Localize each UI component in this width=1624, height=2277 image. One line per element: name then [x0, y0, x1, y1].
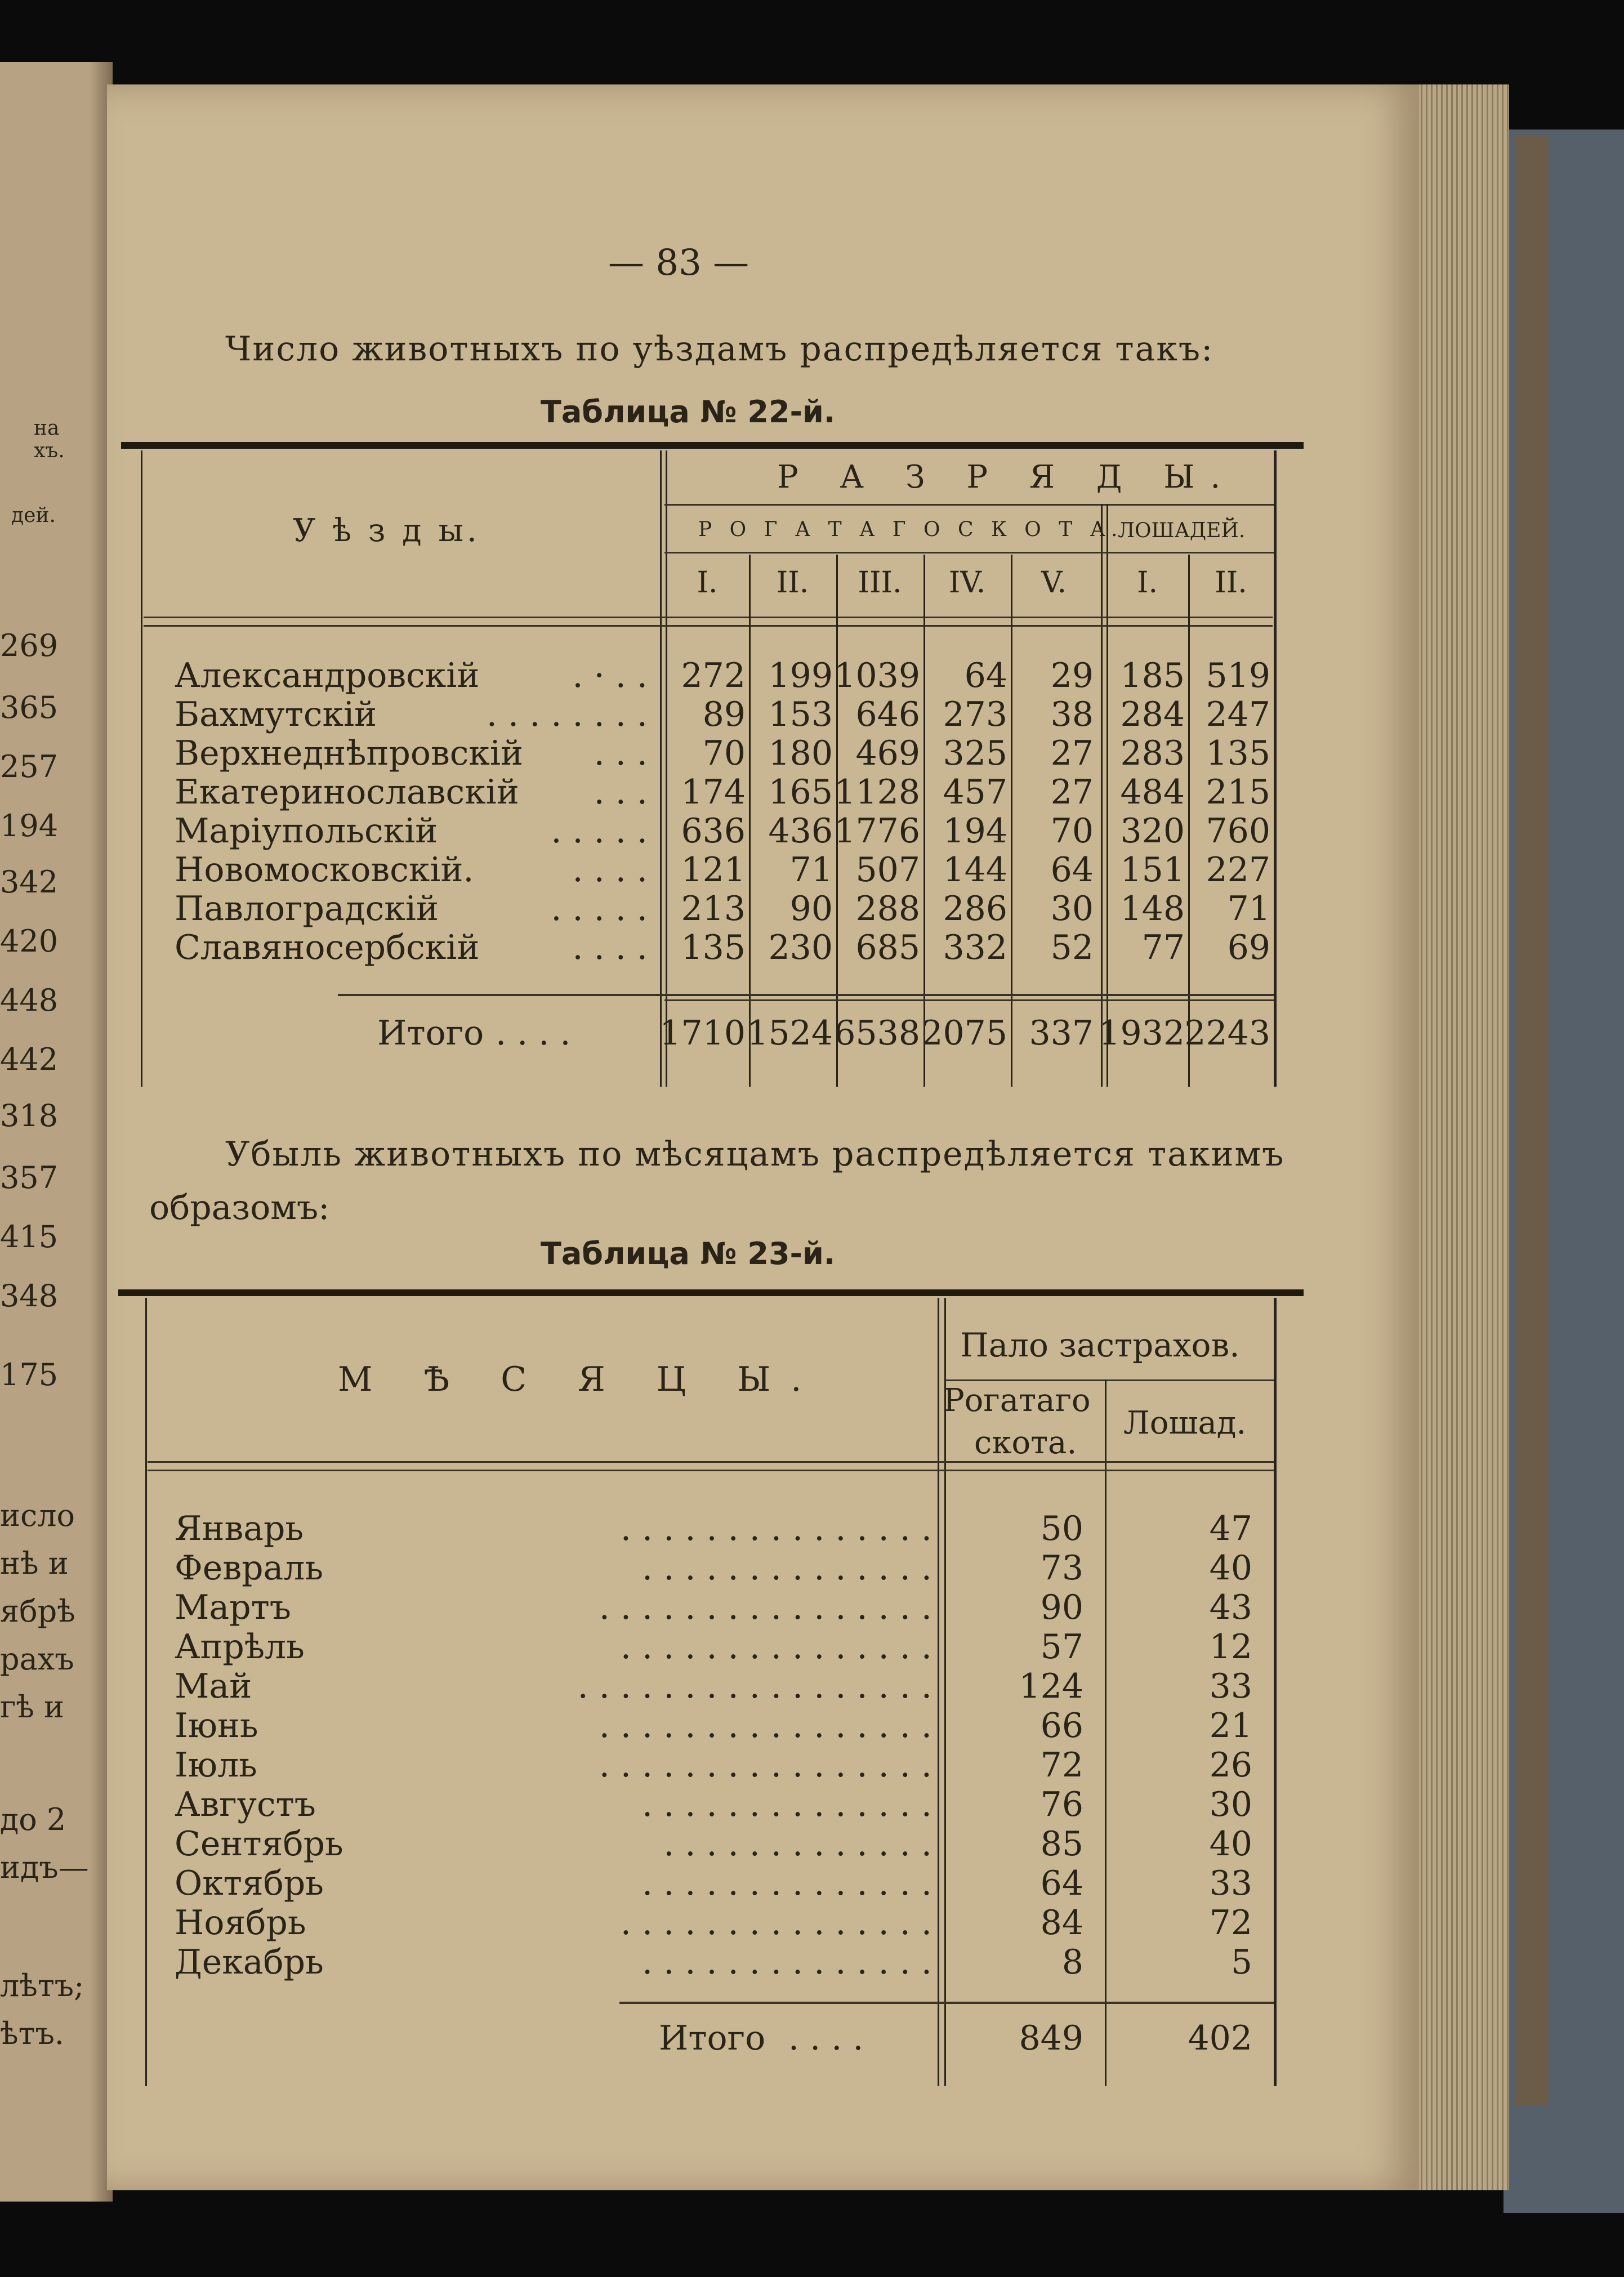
district-name: Александровскій	[175, 656, 480, 695]
left-fragment: до 2	[0, 1802, 66, 1837]
month-name: Апрѣль	[175, 1627, 305, 1667]
table-cell: 247	[1206, 695, 1270, 734]
table-cell: 71	[789, 850, 833, 890]
horse-deaths: 21	[1209, 1706, 1252, 1745]
total-cell: 1710	[659, 1014, 746, 1053]
table-cell: 215	[1206, 773, 1270, 812]
district-name: Екатеринославскій	[175, 773, 519, 812]
table-cell: 144	[943, 850, 1007, 890]
rank-subheader: IV.	[948, 566, 986, 600]
book-cover	[1503, 130, 1624, 2213]
table-23-total-cattle: 849	[1019, 2019, 1083, 2058]
month-name: Іюль	[175, 1745, 257, 1785]
leader-dots: . . . .	[572, 928, 648, 967]
left-fragment: 420	[0, 923, 59, 959]
loshadey-header: ЛОШАДЕЙ.	[1118, 519, 1246, 542]
left-fragment: ябрѣ	[0, 1593, 75, 1629]
table-cell: 760	[1206, 811, 1270, 851]
table-cell: 70	[1050, 811, 1094, 851]
months-header: М Ѣ С Я Ц Ы.	[338, 1360, 822, 1399]
table-cell: 507	[855, 850, 920, 890]
leader-dots: . . . . . . . . . . . . . . . .	[599, 1706, 932, 1745]
left-fragment: 442	[0, 1042, 59, 1077]
left-fragment: 175	[0, 1357, 59, 1392]
left-fragment: на	[34, 417, 60, 440]
total-cell: 6538	[834, 1014, 920, 1053]
table-23-caption: Таблица № 23-й.	[541, 1236, 836, 1271]
table-cell: 71	[1227, 889, 1270, 928]
table-cell: 151	[1120, 850, 1185, 890]
table-cell: 332	[943, 928, 1007, 967]
table-cell: 30	[1050, 889, 1094, 928]
leader-dots: . . . . . . . . . . . . . .	[642, 1548, 932, 1588]
leader-dots: . . . . . . . . . . . . . . .	[620, 1509, 932, 1548]
left-fragment: лѣтъ;	[0, 1968, 84, 2003]
horse-deaths: 72	[1209, 1903, 1252, 1943]
horse-deaths: 40	[1209, 1548, 1252, 1588]
leader-dots: . . . . . . . . . . . . . . .	[620, 1627, 932, 1667]
table-23-total-dots: . . . .	[788, 2019, 864, 2058]
cattle-deaths: 57	[1040, 1627, 1083, 1667]
column-divider	[1188, 555, 1190, 1087]
district-name: Славяносербскій	[175, 928, 480, 967]
rogatago-skota-header: Рогатаго	[943, 1382, 1091, 1419]
leader-dots: . · . .	[572, 656, 648, 695]
horse-deaths: 26	[1209, 1745, 1252, 1785]
month-name: Октябрь	[175, 1864, 324, 1903]
total-cell: 337	[1029, 1014, 1094, 1053]
horse-deaths: 5	[1230, 1943, 1252, 1982]
horse-deaths: 12	[1209, 1627, 1252, 1667]
table-cell: 320	[1120, 811, 1185, 851]
table-cell: 286	[943, 889, 1007, 928]
total-cell: 1524	[747, 1014, 833, 1053]
cattle-deaths: 73	[1040, 1548, 1083, 1588]
total-cell: 2243	[1184, 1014, 1270, 1053]
cattle-deaths: 72	[1040, 1745, 1083, 1785]
table-cell: 636	[681, 811, 746, 851]
rank-subheader: V.	[1041, 566, 1067, 600]
leader-dots: . . .	[594, 734, 648, 773]
table-23-total-horses: 402	[1188, 2019, 1252, 2058]
horse-deaths: 30	[1209, 1785, 1252, 1824]
table-cell: 27	[1050, 773, 1094, 812]
table-cell: 288	[855, 889, 920, 928]
table-cell: 27	[1050, 734, 1094, 773]
left-fragment: ѣтъ.	[0, 2016, 64, 2051]
leader-dots: . . . . .	[551, 889, 648, 928]
left-fragment: 257	[0, 749, 59, 784]
palo-header: Пало застрахов.	[960, 1326, 1240, 1364]
horse-deaths: 33	[1209, 1864, 1252, 1903]
table-cell: 283	[1120, 734, 1185, 773]
leader-dots: . . . . .	[551, 811, 648, 851]
table-cell: 89	[702, 695, 746, 734]
column-divider	[749, 555, 751, 1087]
rank-subheader: I.	[1136, 566, 1158, 600]
leader-dots: . . . . . . . .	[486, 695, 648, 734]
rogatago-skota-header-2: скота.	[974, 1425, 1077, 1461]
table-cell: 484	[1120, 773, 1185, 812]
month-name: Сентябрь	[175, 1824, 343, 1864]
table-cell: 213	[681, 889, 746, 928]
table-cell: 227	[1206, 850, 1270, 890]
total-cell: 2075	[921, 1014, 1007, 1053]
left-fragment: 318	[0, 1098, 59, 1133]
razryady-header: Р А З Р Я Д Ы.	[777, 459, 1237, 495]
table-22-caption: Таблица № 22-й.	[541, 394, 836, 430]
table-cell: 69	[1227, 928, 1270, 967]
page-number: — 83 —	[608, 242, 749, 284]
table-cell: 469	[855, 734, 920, 773]
leader-dots: . . . . . . . . . . . . . .	[642, 1785, 932, 1824]
intro-paragraph-23: Убыль животныхъ по мѣсяцамъ распредѣляется такимъ	[225, 1135, 1285, 1174]
left-fragment: исло	[0, 1498, 75, 1533]
cattle-deaths: 124	[1019, 1667, 1083, 1706]
horse-deaths: 33	[1209, 1667, 1252, 1706]
table-cell: 180	[768, 734, 833, 773]
rogatago-header: Р О Г А Т А Г О С К О Т А.	[698, 518, 1123, 541]
table-cell: 436	[768, 811, 833, 851]
table-cell: 685	[855, 928, 920, 967]
month-name: Январь	[175, 1509, 304, 1548]
horse-deaths: 43	[1209, 1588, 1252, 1627]
left-fragment: 448	[0, 983, 59, 1018]
table-cell: 165	[768, 773, 833, 812]
table-cell: 646	[855, 695, 920, 734]
cattle-deaths: 85	[1040, 1824, 1083, 1864]
table-cell: 1039	[834, 656, 920, 695]
district-name: Бахмутскій	[175, 695, 377, 734]
table-cell: 64	[964, 656, 1007, 695]
left-fragment: 365	[0, 690, 59, 725]
leader-dots: . . . .	[572, 850, 648, 890]
table-23-total-label: Итого	[659, 2019, 766, 2058]
left-fragment: 415	[0, 1219, 59, 1254]
left-fragment: хъ.	[34, 439, 65, 462]
table-22-total-dots: . . . .	[496, 1014, 571, 1053]
cattle-deaths: 64	[1040, 1864, 1083, 1903]
table-22-total-label: Итого	[377, 1014, 484, 1053]
table-cell: 153	[768, 695, 833, 734]
left-fragment: 194	[0, 808, 59, 843]
table-cell: 273	[943, 695, 1007, 734]
cattle-deaths: 8	[1061, 1943, 1083, 1982]
column-divider	[923, 555, 925, 1087]
leader-dots: . . . . . . . . . . . . . .	[642, 1864, 932, 1903]
total-cell: 1932	[1099, 1014, 1185, 1053]
horse-deaths: 40	[1209, 1824, 1252, 1864]
month-name: Ноябрь	[175, 1903, 306, 1943]
intro-paragraph-22: Число животныхъ по уѣздамъ распредѣляется такъ:	[225, 329, 1214, 369]
leader-dots: . . . . . . . . . . . . . .	[642, 1943, 932, 1982]
intro-paragraph-23-cont: образомъ:	[149, 1188, 330, 1227]
table-cell: 52	[1050, 928, 1094, 967]
table-cell: 64	[1050, 850, 1094, 890]
table-cell: 1776	[834, 811, 920, 851]
left-fragment: идъ—	[0, 1850, 89, 1885]
uezdy-header: У ѣ з д ы.	[293, 512, 480, 549]
left-fragment: 269	[0, 628, 59, 663]
table-cell: 135	[681, 928, 746, 967]
leader-dots: . . . . . . . . . . . . .	[663, 1824, 932, 1864]
district-name: Верхнеднѣпровскій	[175, 734, 524, 773]
left-fragment: гѣ и	[0, 1689, 65, 1725]
table-cell: 38	[1050, 695, 1094, 734]
table-cell: 272	[681, 656, 746, 695]
loshad-header: Лошад.	[1123, 1405, 1247, 1441]
leader-dots: . . . . . . . . . . . . . . . .	[599, 1588, 932, 1627]
cattle-deaths: 50	[1040, 1509, 1083, 1548]
table-cell: 77	[1141, 928, 1185, 967]
column-divider	[1011, 555, 1012, 1087]
table-cell: 121	[681, 850, 746, 890]
month-name: Декабрь	[175, 1943, 324, 1982]
leader-dots: . . .	[594, 773, 648, 812]
table-cell: 90	[789, 889, 833, 928]
table-cell: 230	[768, 928, 833, 967]
table-cell: 148	[1120, 889, 1185, 928]
district-name: Маріупольскій	[175, 811, 438, 851]
district-name: Новомосковскій.	[175, 850, 474, 890]
left-fragment: рахъ	[0, 1641, 74, 1677]
horse-deaths: 47	[1209, 1509, 1252, 1548]
cattle-deaths: 90	[1040, 1588, 1083, 1627]
table-cell: 457	[943, 773, 1007, 812]
table-cell: 199	[768, 656, 833, 695]
rank-subheader: III.	[858, 566, 902, 600]
left-fragment: 342	[0, 864, 59, 900]
rank-subheader: II.	[776, 566, 809, 600]
table-cell: 1128	[834, 773, 920, 812]
month-name: Май	[175, 1667, 252, 1706]
month-name: Мартъ	[175, 1588, 291, 1627]
district-name: Павлоградскій	[175, 889, 439, 928]
rank-subheader: I.	[697, 566, 718, 600]
cattle-deaths: 66	[1040, 1706, 1083, 1745]
left-fragment: 357	[0, 1160, 59, 1195]
cattle-deaths: 76	[1040, 1785, 1083, 1824]
table-cell: 519	[1206, 656, 1270, 695]
table-cell: 70	[702, 734, 746, 773]
table-cell: 135	[1206, 734, 1270, 773]
table-cell: 174	[681, 773, 746, 812]
month-name: Августъ	[175, 1785, 316, 1824]
left-fragment: нѣ и	[0, 1546, 69, 1581]
rank-subheader: II.	[1215, 566, 1247, 600]
left-fragment: 348	[0, 1278, 59, 1314]
table-cell: 325	[943, 734, 1007, 773]
leader-dots: . . . . . . . . . . . . . . . . .	[577, 1667, 932, 1706]
month-name: Февраль	[175, 1548, 324, 1588]
left-fragment: дей.	[11, 504, 56, 527]
table-cell: 185	[1120, 656, 1185, 695]
table-cell: 194	[943, 811, 1007, 851]
leader-dots: . . . . . . . . . . . . . . . .	[599, 1745, 932, 1785]
leader-dots: . . . . . . . . . . . . . . .	[620, 1903, 932, 1943]
month-name: Іюнь	[175, 1706, 258, 1745]
cattle-deaths: 84	[1040, 1903, 1083, 1943]
table-cell: 284	[1120, 695, 1185, 734]
table-cell: 29	[1050, 656, 1094, 695]
